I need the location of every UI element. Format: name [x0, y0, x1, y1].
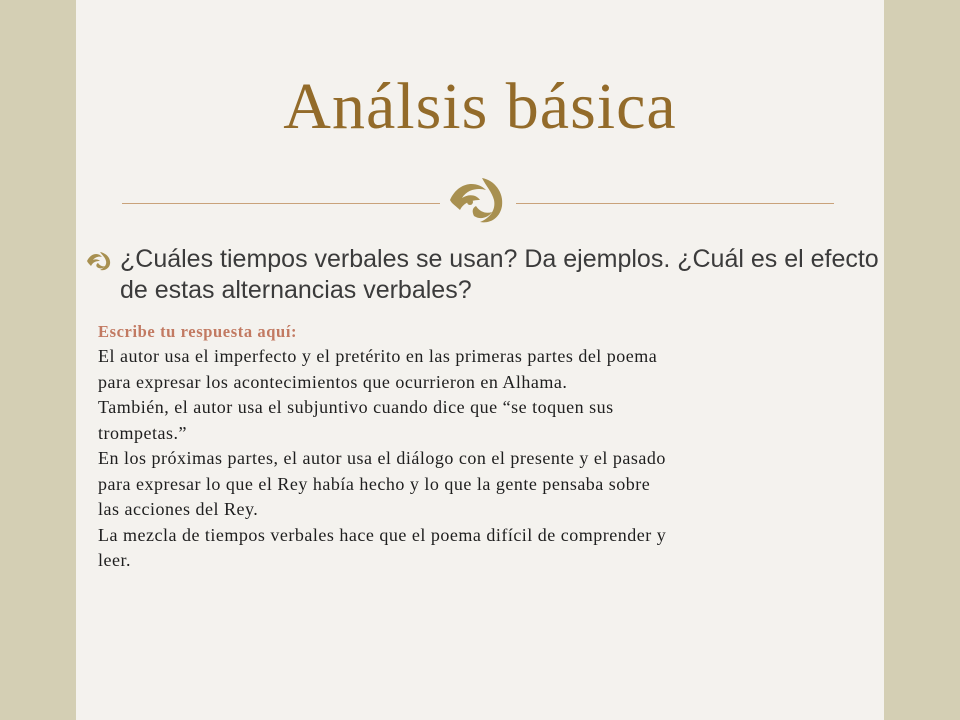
answer-line: La mezcla de tiempos verbales hace que el poema difícil de comprender y — [98, 524, 667, 545]
answer-label: Escribe tu respuesta aquí: — [98, 322, 298, 341]
answer-line: para expresar lo que el Rey había hecho y lo que la gente pensaba sobre — [98, 473, 651, 494]
fleuron-bullet-icon — [86, 250, 112, 272]
answer-line: las acciones del Rey. — [98, 499, 259, 519]
answer-line: El autor usa el imperfecto y el pretérito en las primeras partes del poema — [98, 346, 658, 366]
answer-block — [98, 320, 888, 574]
fleuron-icon — [446, 172, 510, 228]
answer-line: En los próximas partes, el autor usa el diálogo con el presente y el pasado — [98, 448, 666, 468]
answer-line: También, el autor usa el subjuntivo cuando dice que “se toquen sus — [98, 397, 614, 417]
title-divider-right — [516, 203, 834, 204]
question-text: ¿Cuáles tiempos verbales se usan? Da ejemplos. ¿Cuál es el efecto de estas alternancias verbales? — [120, 245, 879, 304]
answer-line: leer. — [98, 550, 131, 570]
answer-line: para expresar los acontecimientos que ocurrieron en Alhama. — [98, 371, 568, 392]
title-divider-left — [122, 203, 440, 204]
slide-title: Análsis básica — [283, 70, 677, 143]
answer-line: trompetas.” — [98, 422, 187, 443]
